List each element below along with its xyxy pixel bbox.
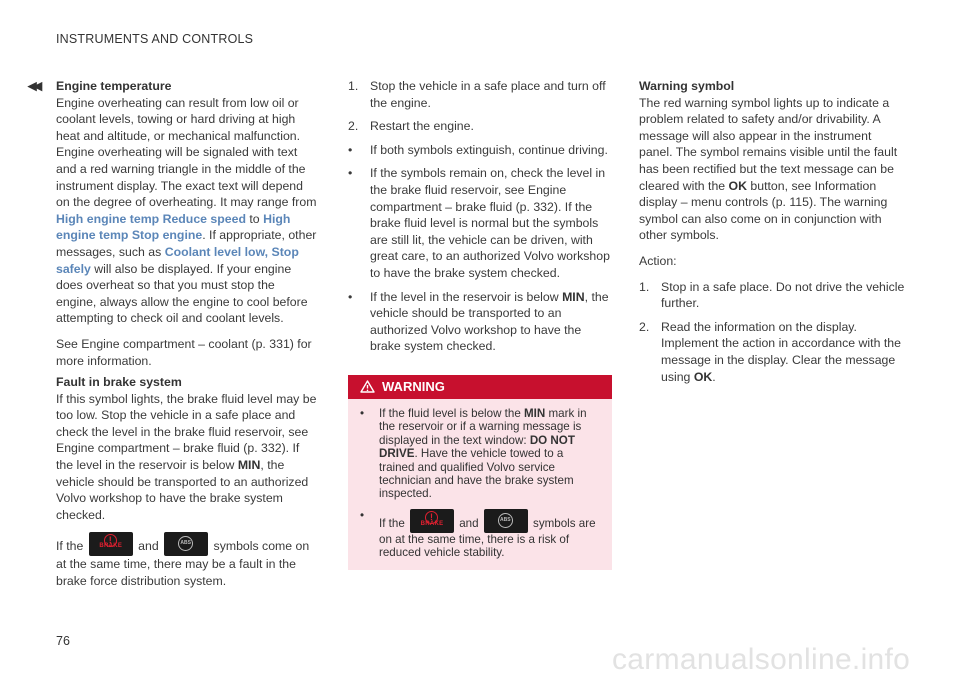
abs-warning-icon	[164, 532, 208, 556]
step-number: 2.	[348, 119, 359, 134]
brake-warning-icon	[89, 532, 133, 556]
warning-body	[348, 399, 612, 560]
warning-title: WARNING	[382, 378, 445, 394]
text-span: and	[134, 539, 163, 554]
step-text: .	[712, 369, 716, 384]
text-span: symbols come on at the same time, there may be a fault in the brake force distribution system.	[56, 539, 310, 589]
bullet-extinguish	[348, 142, 612, 159]
brake-fault-paragraph	[56, 391, 318, 524]
step-text: Read the information on the display. Implement the action in accordance with the message in the display. Clear the message using	[661, 319, 901, 384]
text-span: will also be displayed. If your engine does overheat so that you must stop the engine, always allow the engine to cool before attempting to check oil and coolant levels.	[56, 261, 308, 326]
warning-text: If the	[379, 516, 409, 530]
column-2	[348, 78, 612, 570]
warning-text: If the fluid level is below the	[379, 406, 525, 420]
ok-label: OK	[728, 178, 747, 193]
warning-text: and	[456, 516, 482, 530]
step-2	[348, 118, 612, 135]
bullet-icon: •	[360, 406, 365, 420]
step-number: 2.	[639, 319, 650, 334]
bullet-icon: •	[360, 508, 365, 522]
warning-triangle-icon	[360, 380, 375, 393]
step-number: 1.	[348, 79, 359, 93]
message-coolant-level-low: Coolant level low, Stop safely	[56, 244, 299, 276]
action-label: Action:	[639, 253, 677, 268]
bullet-symbols-remain	[348, 165, 612, 281]
brake-abs-paragraph	[56, 532, 318, 590]
brake-circle-icon: !	[104, 534, 117, 547]
step-number: 1.	[639, 279, 650, 294]
bullet-text: If the symbols remain on, check the level in the brake fluid reservoir, see Engine compartment – brake fluid (p. 332). If the brake fluid level is normal but the symbols are still lit, the vehicle can be driven, with great care, to an authorized Volvo workshop to have the brake system checked.	[370, 166, 610, 280]
step-text: Restart the engine.	[370, 119, 474, 134]
warning-symbol-paragraph	[639, 95, 905, 244]
message-high-temp-reduce-speed: High engine temp Reduce speed	[56, 211, 246, 226]
step-1	[348, 78, 612, 111]
ok-label: OK	[693, 369, 713, 384]
brake-circle-icon: !	[425, 511, 438, 524]
abs-label: ABS	[498, 513, 513, 528]
action-step-2	[639, 319, 905, 385]
page-number: 76	[56, 634, 70, 648]
do-not-drive-label: DO NOT DRIVE	[379, 433, 575, 461]
min-label: MIN	[524, 406, 546, 420]
brake-fault-heading: Fault in brake system	[56, 375, 182, 390]
warning-text: . Have the vehicle towed to a trained and qualified Volvo service technician and have the brake system inspected.	[379, 447, 574, 501]
column-3	[639, 78, 905, 385]
bullet-icon: •	[348, 166, 353, 181]
bullet-icon: •	[348, 142, 353, 157]
brake-warning-icon	[410, 509, 454, 533]
page-header: INSTRUMENTS AND CONTROLS	[56, 32, 254, 46]
min-label: MIN	[237, 458, 261, 473]
bullet-icon: •	[348, 289, 353, 304]
engine-coolant-reference: See Engine compartment – coolant (p. 331) for more information.	[56, 336, 312, 368]
warning-item-1	[360, 407, 600, 501]
message-high-temp-stop-engine: High engine temp Stop engine	[56, 211, 291, 243]
watermark: carmanualsonline.info	[612, 643, 911, 676]
bullet-text: If both symbols extinguish, continue driving.	[370, 142, 608, 157]
warning-item-2	[360, 509, 600, 560]
bullet-text: , the vehicle should be transported to an authorized Volvo workshop to have the brake system checked.	[370, 289, 609, 354]
brake-label: BRAKE	[420, 521, 444, 528]
warning-text: mark in the reservoir or if a warning message is displayed in the text window:	[379, 406, 587, 447]
action-step-1	[639, 279, 905, 312]
text-span: If the	[56, 539, 87, 554]
text-span: button, see Information display – menu controls (p. 115). The warning symbol can also come on in conjunction with other symbols.	[639, 178, 888, 243]
step-text: Stop the vehicle in a safe place and turn off the engine.	[370, 79, 606, 110]
text-span: . If appropriate, other messages, such as	[56, 228, 317, 259]
engine-temperature-heading: Engine temperature	[56, 79, 172, 93]
column-1	[56, 78, 318, 590]
min-label: MIN	[562, 289, 585, 304]
warning-symbol-heading: Warning symbol	[639, 79, 735, 93]
step-text: Stop in a safe place. Do not drive the vehicle further.	[661, 279, 905, 311]
text-span: The red warning symbol lights up to indicate a problem related to safety and/or drivability. A message will also appear in the instrument panel. The symbol remains visible until the fault has been rectified but the text message can be cleared with the	[639, 95, 898, 193]
engine-temperature-paragraph	[56, 95, 318, 327]
back-arrows-icon[interactable]: ◂◂	[28, 76, 40, 95]
bullet-level-below-min	[348, 289, 612, 355]
warning-text: symbols are on at the same time, there is a risk of reduced vehicle stability.	[379, 516, 596, 560]
warning-box	[348, 375, 612, 570]
text-span: Engine overheating can result from low oil or coolant levels, towing or hard driving at high heat and altitude, or mechanical malfunction. Engine overheating will be signaled with text and a red warning triangle in the middle of the instrument display. The exact text will depend on the degree of overheating. It may range from	[56, 95, 317, 210]
abs-label: ABS	[178, 536, 193, 551]
text-span: If this symbol lights, the brake fluid level may be too low. Stop the vehicle in a safe place and check the level in the brake fluid reservoir, see Engine compartment – brake fluid (p. 332). If the level in the reservoir is below	[56, 391, 317, 473]
brake-label: BRAKE	[99, 543, 123, 550]
text-span: , the vehicle should be transported to an authorized Volvo workshop to have the brake system checked.	[56, 458, 309, 522]
warning-header	[348, 375, 612, 399]
abs-warning-icon	[484, 509, 528, 533]
bullet-text: If the level in the reservoir is below	[370, 289, 563, 304]
text-span: to	[245, 211, 264, 226]
